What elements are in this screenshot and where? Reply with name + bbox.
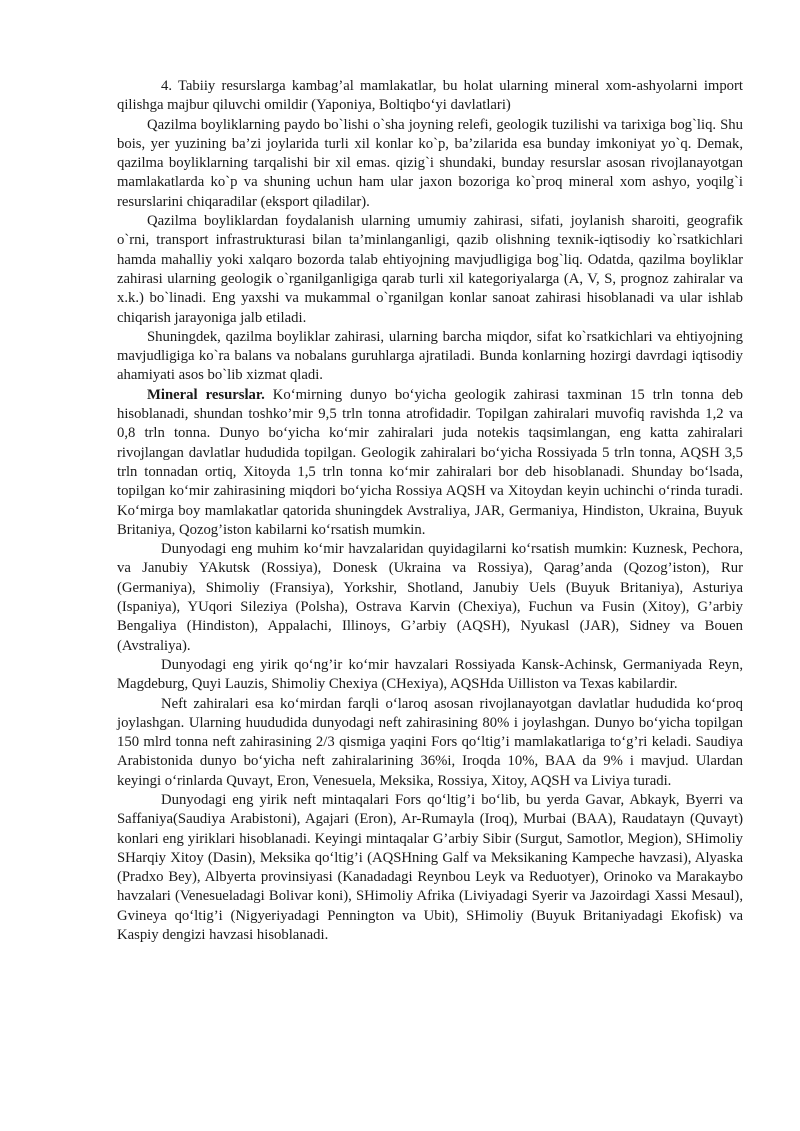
paragraph-coal-reserves-text: Ko‘mirning dunyo bo‘yicha geologik zahirasi taxminan 15 trln tonna deb hisoblanadi, shundan toshko’mir 9,5 trln tonna atrofidadir. Topilgan zahiralari muvofiq ravishda 1,2 va 0,8 trln tonna. Dunyo bo‘yicha ko‘mir zahiralari juda notekis taqsimlangan, eng katta zahiralari rivojlangan davlatlar hududida topilgan. Geologik zahiralari bo‘yicha Rossiyada 5 trln tonna, AQSH 3,5 trln tonnadan ortiq, Xitoyda 1,5 trln tonna ko‘mir zahiralari bor deb hisoblanadi. Shunday bo‘lsada, topilgan ko‘mir zahirasining miqdori bo‘yicha Rossiya AQSH va Xitoydan keyin uchinchi o‘rinda turadi. Ko‘mirga boy mamlakatlar qatorida shuningdek Avstraliya, JAR, Germaniya, Hindiston, Ukraina, Buyuk Britaniya, Qozog’iston kabilarni ko‘rsatish mumkin. (117, 386, 743, 538)
paragraph-oil-regions: Dunyodagi eng yirik neft mintaqalari Fors qo‘ltig’i bo‘lib, bu yerda Gavar, Abkayk, Byerri va Saffaniya(Saudiya Arabistoni), Agajari (Eron), Ar-Rumayla (Iroq), Murbai (BAA), Raudatayn (Quvayt) konlari eng yiriklari hisoblanadi. Keyingi mintaqalar G’arbiy Sibir (Surgut, Samotlor, Megion), SHimoliy SHarqiy Xitoy (Dasin), Meksika qo‘ltig’i (AQSHning Galf va Meksikaning Kampeche havzasi), Alyaska (Pradxo Bey), Albyerta provinsiyasi (Kanadadagi Reynbou Leyk va Reduotyer), Orinoko va Marakaybo havzalari (Venesueladagi Bolivar koni), SHimoliy Afrika (Liviyadagi Syerir va Jazoirdagi Xassi Mesaul), Gvineya qo‘ltig’i (Nigyeriyadagi Pennington va Ubit), SHimoliy (Buyuk Britaniyadagi Ekofisk) va Kaspiy dengizi havzasi hisoblanadi. (117, 791, 743, 944)
paragraph-oil-reserves: Neft zahiralari esa ko‘mirdan farqli o‘laroq asosan rivojlanayotgan davlatlar hududida ko‘proq joylashgan. Ularning huududida dunyodagi neft zahirasining 80% i joylashgan. Dunyo bo‘yicha topilgan 150 mlrd tonna neft zahirasining 2/3 qismiga yaqini Fors qo‘ltig’i mamlakatlariga to‘g’ri keladi. Saudiya Arabistonida dunyo bo‘yicha neft zahiralarining 36%i, Iroqda 10%, BAA da 9% i mavjud. Ulardan keyingi o‘rinlarda Quvayt, Eron, Venesuela, Meksika, Rossiya, Xitoy, AQSH va Liviya turadi. (117, 695, 743, 789)
paragraph-balance-groups: Shuningdek, qazilma boyliklar zahirasi, ularning barcha miqdor, sifat ko`rsatkichlari va ehtiyojning mavjudligiga ko`ra balans va nobalans guruhlarga ajratiladi. Bunda konlarning hozirgi davrdagi iqtisodiy ahamiyati asos bo`lib xizmat qladi. (117, 328, 743, 384)
paragraph-mineral-usage: Qazilma boyliklardan foydalanish ularning umumiy zahirasi, sifati, joylanish sharoiti, geografik o`rni, transport infrastrukturasi bilan ta’minlanganligi, qazib olishning texnik-iqtisodiy ko`rsatkichlari hamda mahalliy yoki xalqaro bozorda talab ehtiyojning mavjudligiga bog`liq. Odatda, qazilma boyliklar zahirasi ularning geologik o`rganilganligiga qarab turli xil kategoriyalarga (A, V, S, prognoz zahiralar va x.k.) bo`linadi. Eng yaxshi va mukammal o`rganilgan konlar sanoat zahirasi hisoblanadi va ular ishlab chiqarish jarayoniga jalb etiladi. (117, 213, 743, 326)
paragraph-coal-basins: Dunyodagi eng muhim ko‘mir havzalaridan quyidagilarni ko‘rsatish mumkin: Kuznesk, Pechora, va Janubiy YAkutsk (Rossiya), Donesk (Ukraina va Rossiya), Qarag’anda (Qozog’iston), Rur (Germaniya), Shimoliy (Fransiya), Yorkshir, Shotland, Janubiy Uels (Buyuk Britaniya), Asturiya (Ispaniya), YUqori Sileziya (Polsha), Ostrava Karvin (Chexiya), Fuchun va Fusin (Xitoy), G’arbiy Bengaliya (Hindiston), Appalachi, Illinoys, G’arbiy (AQSH), Nyukasl (JAR), Sidney va Bouen (Avstraliya). (117, 541, 743, 654)
section-heading-mineral-resources: Mineral resurslar. (147, 386, 265, 403)
paragraph-resource-poor-countries: 4. Tabiiy resurslarga kambag’al mamlakatlar, bu holat ularning mineral xom-ashyolarni import qilishga majbur qiluvchi omildir (Yaponiya, Boltiqbo‘yi davlatlari) (117, 78, 743, 114)
document-page (117, 77, 743, 945)
paragraph-mineral-resources (117, 386, 743, 540)
paragraph-brown-coal-basins: Dunyodagi eng yirik qo‘ng’ir ko‘mir havzalari Rossiyada Kansk-Achinsk, Germaniyada Reyn, Magdeburg, Quyi Lauzis, Shimoliy Chexiya (CHexiya), AQSHda Uilliston va Texas kabilardir. (117, 656, 743, 693)
paragraph-mineral-origin: Qazilma boyliklarning paydo bo`lishi o`sha joyning relefi, geologik tuzilishi va tarixiga bog`liq. Shu bois, yer yuzining ba’zi joylarida turli xil konlar ko`p, ba’zilarida esa bunday imkoniyat yo`q. Demak, qazilma boyliklarning tarqalishi bir xil emas. qizig`i shundaki, bunday resurslar asosan rivojlanayotgan mamlakatlarda ko`p va shuning uchun ham ular jaxon bozoriga ko`proq mineral xom ashyo, yoqilg`i resurslarini chiqaradilar (eksport qiladilar). (117, 116, 743, 210)
